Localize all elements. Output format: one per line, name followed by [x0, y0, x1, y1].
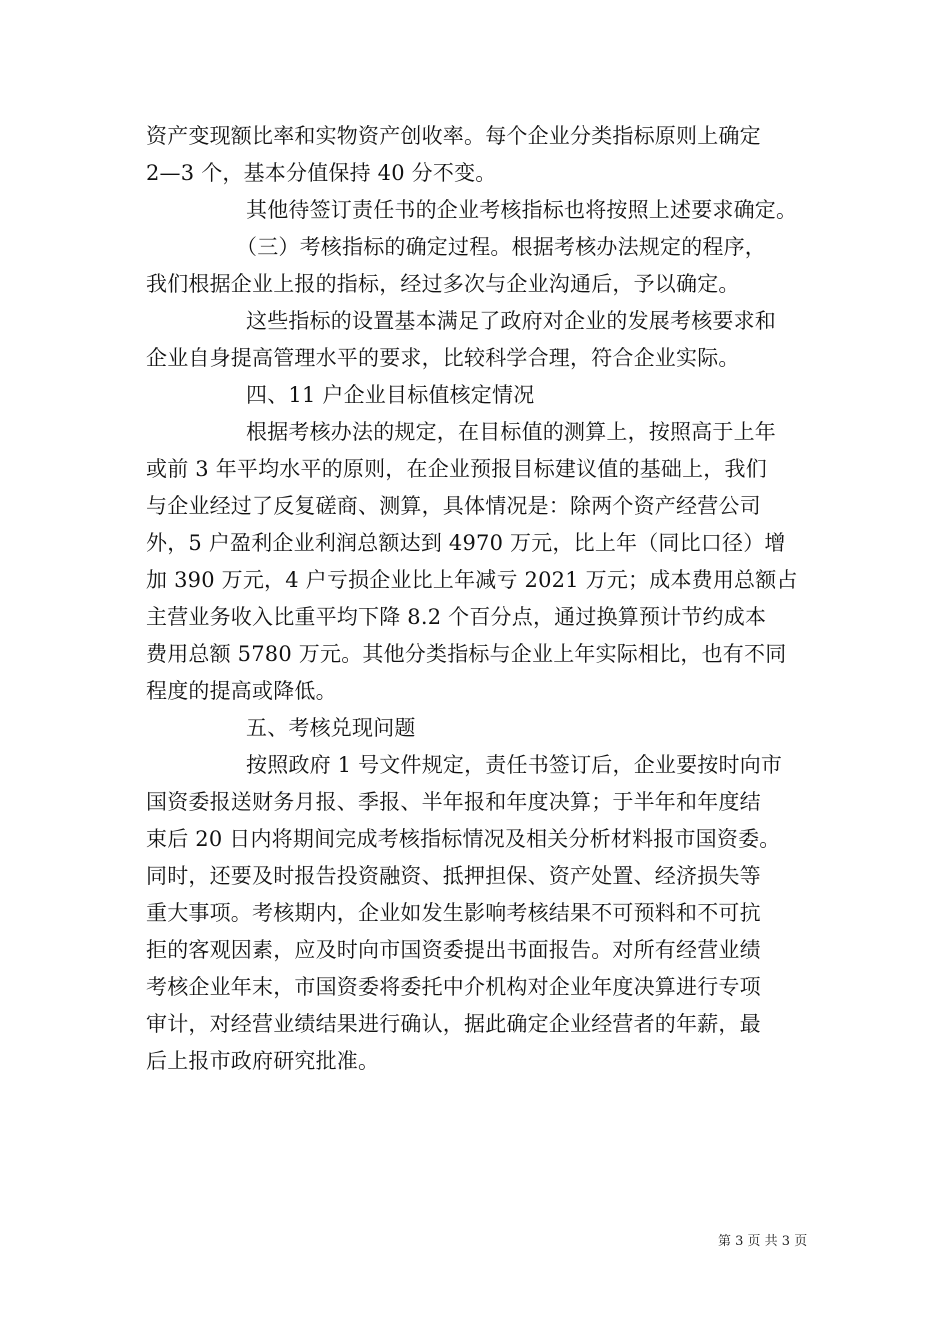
text-line: 这些指标的设置基本满足了政府对企业的发展考核要求和: [246, 309, 776, 333]
text-line: 企业自身提高管理水平的要求，比较科学合理，符合企业实际。: [146, 346, 740, 370]
section-heading: （三）考核指标的确定过程。根据考核办法规定的程序，: [236, 235, 766, 259]
text-line: 资产变现额比率和实物资产创收率。每个企业分类指标原则上确定: [146, 124, 761, 148]
text-line: 国资委报送财务月报、季报、半年报和年度决算；于半年和年度结: [146, 790, 761, 814]
text-line: 考核企业年末，市国资委将委托中介机构对企业年度决算进行专项: [146, 975, 761, 999]
text-line: 根据考核办法的规定，在目标值的测算上，按照高于上年: [246, 420, 776, 444]
text-line: 加 390 万元，4 户亏损企业比上年减亏 2021 万元；成本费用总额占: [146, 568, 798, 592]
section-heading: 四、11 户企业目标值核定情况: [246, 383, 535, 407]
section-heading: 五、考核兑现问题: [246, 716, 416, 740]
text-line: 与企业经过了反复磋商、测算，具体情况是：除两个资产经营公司: [146, 494, 761, 518]
text-line: 重大事项。考核期内，企业如发生影响考核结果不可预料和不可抗: [146, 901, 761, 925]
text-line: 束后 20 日内将期间完成考核指标情况及相关分析材料报市国资委。: [146, 827, 781, 851]
text-line: 主营业务收入比重平均下降 8.2 个百分点，通过换算预计节约成本: [146, 605, 767, 629]
text-line: 外，5 户盈利企业利润总额达到 4970 万元，比上年（同比口径）增: [146, 531, 786, 555]
text-line: 或前 3 年平均水平的原则，在企业预报目标建议值的基础上，我们: [146, 457, 767, 481]
text-line: 后上报市政府研究批准。: [146, 1049, 380, 1073]
text-line: 程度的提高或降低。: [146, 679, 337, 703]
text-line: 拒的客观因素，应及时向市国资委提出书面报告。对所有经营业绩: [146, 938, 761, 962]
text-line: 同时，还要及时报告投资融资、抵押担保、资产处置、经济损失等: [146, 864, 761, 888]
text-line: 其他待签订责任书的企业考核指标也将按照上述要求确定。: [246, 198, 798, 222]
text-line: 审计，对经营业绩结果进行确认，据此确定企业经营者的年薪，最: [146, 1012, 761, 1036]
text-line: 按照政府 1 号文件规定，责任书签订后，企业要按时向市: [246, 753, 783, 777]
text-line: 我们根据企业上报的指标，经过多次与企业沟通后，予以确定。: [146, 272, 740, 296]
text-line: 2—3 个，基本分值保持 40 分不变。: [146, 161, 497, 185]
page-number: 第 3 页 共 3 页: [718, 1234, 808, 1249]
text-line: 费用总额 5780 万元。其他分类指标与企业上年实际相比，也有不同: [146, 642, 787, 666]
